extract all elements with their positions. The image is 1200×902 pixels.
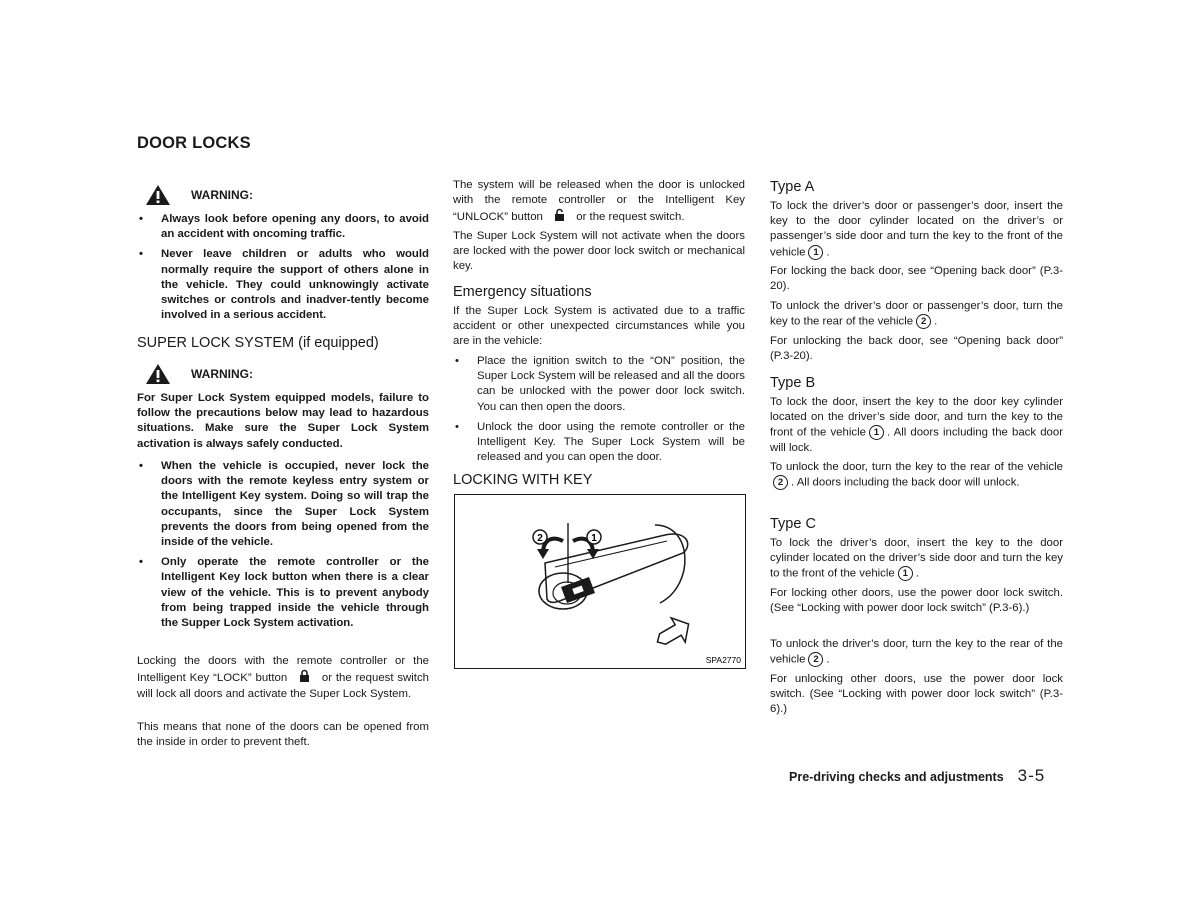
- emergency-bullet-2: Unlock the door using the remote controller or the Intelligent Key. The Super Lock System will be released and you can open the door.: [477, 420, 745, 464]
- figure-marker-2: 2: [537, 533, 543, 544]
- locking-paragraph-end: or the request switch will lock all doors and activate the Super Lock System.: [137, 672, 429, 701]
- list-item: [453, 420, 745, 466]
- type-b-heading: Type B: [770, 375, 816, 391]
- warning-1-bullet-2: Never leave children or adults who would normally require the support of others alone in the vehicle. They could unknowingly activate switches or controls and inadver-tently become involved in a serious accident.: [161, 248, 429, 322]
- footer-section-title: Pre-driving checks and adjustments: [789, 770, 1004, 784]
- warning-1-list: [137, 212, 429, 323]
- page-number: 3-5: [1017, 766, 1046, 785]
- circled-number-1: 1: [898, 566, 913, 581]
- warning-1-bullet-1: Always look before opening any doors, to avoid an accident with oncoming traffic.: [161, 213, 429, 241]
- warning-2-list: [137, 459, 429, 631]
- type-b-lock-end: . All doors including the back door will lock.: [770, 426, 1063, 455]
- released-paragraph-end: or the request switch.: [576, 211, 685, 224]
- type-b-unlock-text: To unlock the door, turn the key to the rear of the vehicle: [770, 461, 1063, 473]
- type-c-unlock-paragraph: [770, 637, 1063, 668]
- locking-paragraph-start: Locking the doors with the remote controller or the Intelligent Key “LOCK” button: [137, 655, 429, 685]
- circled-number-2: 2: [773, 475, 788, 490]
- warning-2-label: WARNING:: [191, 367, 253, 381]
- type-c-unlock-end: .: [826, 653, 830, 666]
- bullet-icon: •: [139, 213, 143, 225]
- warning-2-bullet-2: Only operate the remote controller or the Intelligent Key lock button when there is a clear view of the vehicle. This is to prevent anybody from being trapped inside the vehicle through the Supper Lock System activation.: [161, 556, 429, 630]
- warning-2-text: For Super Lock System equipped models, failure to follow the precautions below may lead to hazardous situations. Make sure the Super Lock System activation is always safely conducted.: [137, 392, 429, 450]
- warning-triangle-icon: [145, 363, 171, 385]
- type-a-unlock-end: .: [934, 315, 938, 328]
- figure-marker-1: 1: [591, 533, 597, 544]
- type-c-lock-text: To lock the driver’s door, insert the key to the door cylinder located on the driver’s side door and turn the key to the front of the vehicle: [770, 537, 1063, 580]
- type-c-lock-end: .: [915, 567, 919, 580]
- type-c-unlock-text: To unlock the driver’s door, turn the key to the rear of the vehicle: [770, 638, 1063, 666]
- unlock-icon: [554, 208, 565, 226]
- emergency-bullet-1: Place the ignition switch to the “ON” position, the Super Lock System will be released and all the doors can be unlocked with the power door lock switch. You can then open the doors.: [477, 355, 745, 413]
- type-a-lock-end: .: [826, 246, 830, 259]
- type-a-lock-paragraph: [770, 199, 1063, 260]
- warning-1-header: [145, 184, 253, 206]
- bullet-icon: •: [455, 420, 459, 433]
- locking-paragraph: [137, 654, 429, 703]
- type-b-lock-text: To lock the door, insert the key to the door key cylinder located on the driver’s side door, and turn the key to the front of the vehicle: [770, 396, 1063, 439]
- page-title: DOOR LOCKS: [137, 134, 251, 152]
- bullet-icon: •: [139, 248, 143, 261]
- type-a-unlock-text: To unlock the driver’s door or passenger’s door, turn the key to the rear of the vehicle: [770, 300, 1063, 328]
- circled-number-2: 2: [916, 314, 931, 329]
- type-a-backdoor-lock: For locking the back door, see “Opening back door” (P.3-20).: [770, 265, 1063, 293]
- warning-2-header: [145, 363, 253, 385]
- door-handle-figure: [454, 494, 746, 669]
- type-b-unlock-end: . All doors including the back door will unlock.: [791, 476, 1020, 489]
- page-footer: [789, 766, 1045, 786]
- type-a-heading: Type A: [770, 179, 815, 195]
- bullet-icon: •: [139, 460, 143, 472]
- type-b-unlock-paragraph: [770, 460, 1063, 491]
- locking-with-key-heading: LOCKING WITH KEY: [453, 472, 593, 488]
- door-handle-illustration: [455, 495, 745, 668]
- warning-2-bullet-1: When the vehicle is occupied, never lock the doors with the remote keyless entry system or the Intelligent Key system. Doing so will trap the occupants, since the Super Lock System prevents the doors from being opened from the inside of the vehicle.: [161, 460, 429, 549]
- type-c-lock-paragraph: [770, 536, 1063, 582]
- list-item: [137, 212, 429, 242]
- lock-icon: [299, 669, 310, 687]
- type-a-backdoor-unlock: For unlocking the back door, see “Opening back door” (P.3-20).: [770, 335, 1063, 363]
- figure-code: SPA2770: [705, 655, 741, 665]
- type-a-lock-text: To lock the driver’s door or passenger’s door, insert the key to the door cylinder located on the driver’s or passenger’s side door and turn the key to the front of the vehicle: [770, 200, 1063, 259]
- type-a-unlock-paragraph: [770, 299, 1063, 330]
- list-item: [137, 247, 429, 323]
- super-lock-heading: SUPER LOCK SYSTEM (if equipped): [137, 335, 379, 351]
- means-paragraph: This means that none of the doors can be opened from the inside in order to prevent theft.: [137, 721, 429, 749]
- type-c-heading: Type C: [770, 516, 816, 532]
- list-item: [137, 459, 429, 550]
- warning-triangle-icon: [145, 184, 171, 206]
- emergency-list: [453, 354, 745, 465]
- type-c-other-unlock: For unlocking other doors, use the power door lock switch. (See “Locking with power door lock switch” (P.3-6).): [770, 673, 1063, 716]
- circled-number-2: 2: [808, 652, 823, 667]
- bullet-icon: •: [455, 355, 459, 367]
- type-b-lock-paragraph: [770, 395, 1063, 456]
- released-paragraph: [453, 178, 745, 227]
- type-c-other-lock: For locking other doors, use the power door lock switch. (See “Locking with power door lock switch” (P.3-6).): [770, 587, 1063, 615]
- released-paragraph-start: The system will be released when the door is unlocked with the remote controller or the Intelligent Key “UNLOCK” button: [453, 179, 745, 224]
- warning-1-label: WARNING:: [191, 188, 253, 202]
- circled-number-1: 1: [869, 425, 884, 440]
- emergency-intro: If the Super Lock System is activated due to a traffic accident or other unexpected circumstances while you are in the vehicle:: [453, 305, 745, 348]
- circled-number-1: 1: [808, 245, 823, 260]
- bullet-icon: •: [139, 556, 143, 569]
- list-item: [137, 555, 429, 631]
- emergency-heading: Emergency situations: [453, 284, 592, 300]
- not-activate-paragraph: The Super Lock System will not activate when the doors are locked with the power door lock switch or mechanical key.: [453, 230, 745, 273]
- list-item: [453, 354, 745, 415]
